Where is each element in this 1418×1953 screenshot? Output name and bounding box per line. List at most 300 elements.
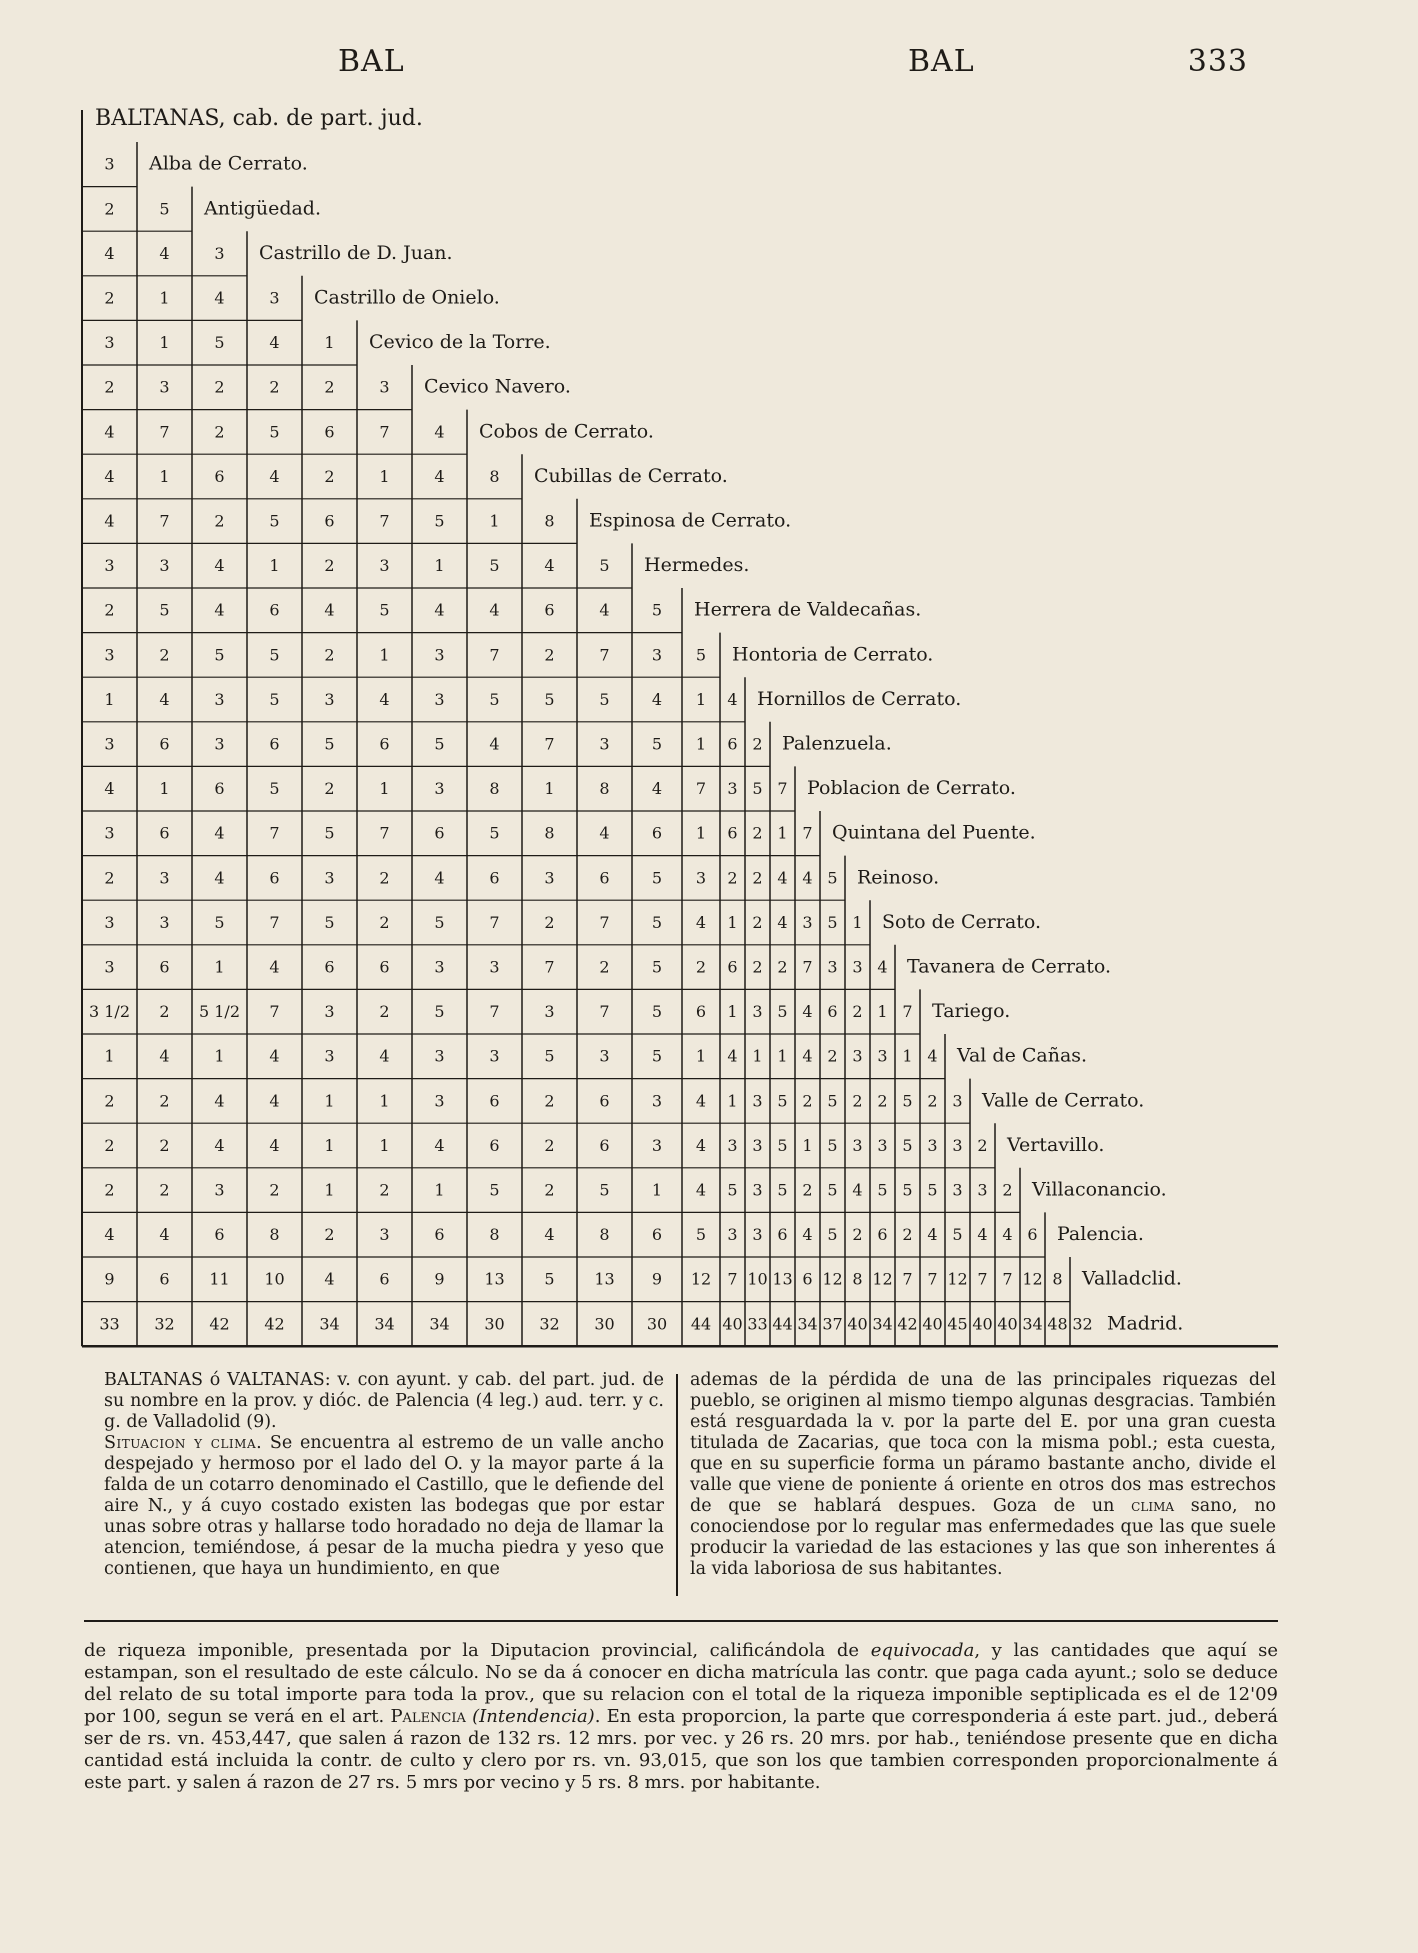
distance-cell: 5 <box>599 689 610 709</box>
distance-cell: 1 <box>752 1046 763 1066</box>
footnote-palencia-ref: Palencia <box>390 1706 466 1727</box>
distance-cell: 7 <box>379 823 390 843</box>
distance-cell: 8 <box>599 1225 610 1245</box>
distance-cell: 2 <box>324 645 335 665</box>
distance-cell: 30 <box>594 1314 615 1334</box>
distance-cell: 4 <box>852 1180 863 1200</box>
distance-cell: 12 <box>1022 1269 1043 1289</box>
distance-cell: 5 <box>695 1225 707 1245</box>
distance-cell: 3 <box>752 1091 763 1111</box>
distance-cell: 1 <box>902 1046 913 1066</box>
distance-cell: 3 <box>434 779 445 799</box>
distance-cell: 3 <box>489 1046 500 1066</box>
distance-cell: 6 <box>827 1002 838 1022</box>
distance-cell: 4 <box>269 1135 280 1155</box>
town-name: Valladclid. <box>1082 1267 1182 1290</box>
distance-cell: 2 <box>802 1180 813 1200</box>
footnote-rule <box>84 1620 1278 1622</box>
town-name: Cubillas de Cerrato. <box>534 464 728 487</box>
distance-cell: 6 <box>324 957 335 977</box>
distance-cell: 4 <box>695 1091 707 1111</box>
distance-cell: 1 <box>379 1091 390 1111</box>
distance-cell: 1 <box>695 734 707 754</box>
distance-cell: 5 <box>269 689 280 709</box>
distance-cell: 4 <box>104 466 115 486</box>
distance-cell: 5 <box>827 1135 838 1155</box>
distance-cell: 3 <box>324 689 335 709</box>
distance-cell: 3 <box>104 912 115 932</box>
distance-cell: 6 <box>269 868 280 888</box>
distance-cell: 1 <box>727 1091 738 1111</box>
distance-cell: 7 <box>544 734 555 754</box>
distance-cell: 5 <box>777 1135 788 1155</box>
distance-cell: 6 <box>489 1135 500 1155</box>
distance-cell: 4 <box>544 1225 555 1245</box>
distance-cell: 1 <box>434 556 445 576</box>
distance-cell: 8 <box>269 1225 280 1245</box>
distance-cell: 3 <box>159 556 170 576</box>
distance-cell: 42 <box>897 1314 918 1334</box>
distance-cell: 4 <box>802 868 813 888</box>
distance-cell: 2 <box>977 1135 988 1155</box>
distance-cell: 3 <box>269 288 280 308</box>
distance-cell: 2 <box>214 422 225 442</box>
distance-cell: 2 <box>159 1180 170 1200</box>
distance-cell: 2 <box>159 1135 170 1155</box>
distance-cell: 9 <box>434 1269 445 1289</box>
distance-cell: 7 <box>727 1269 738 1289</box>
distance-cell: 33 <box>99 1314 120 1334</box>
distance-cell: 4 <box>269 957 280 977</box>
article-paragraph-situation <box>104 1433 664 1580</box>
continued-text: ademas de la pérdida de una de las principales riquezas del pueblo, se originen al mismo tiempo algunas desgracias. También está resguardada la v. por la parte del E. por una gran cuesta titulada de Zacarias, que toca con la misma pobl.; esta cuesta, que en su superficie forma un páramo bastante ancho, divide el valle que viene de poniente á oriente en otros dos mas estrechos de que se hablará despues. Goza de un <box>690 1370 1276 1516</box>
distance-cell: 7 <box>599 912 610 932</box>
distance-cell: 3 <box>695 868 707 888</box>
distance-cell: 9 <box>104 1269 115 1289</box>
distance-cell: 4 <box>104 422 115 442</box>
article-paragraph-continued <box>690 1370 1276 1580</box>
distance-cell: 8 <box>489 779 500 799</box>
distance-cell: 4 <box>434 868 445 888</box>
distance-cell: 30 <box>646 1314 668 1334</box>
distance-cell: 5 <box>544 1269 555 1289</box>
distance-cell: 1 <box>852 912 863 932</box>
distance-cell: 8 <box>1052 1269 1063 1289</box>
distance-cell: 4 <box>489 600 500 620</box>
distance-cell: 2 <box>379 1180 390 1200</box>
distance-cell: 4 <box>269 333 280 353</box>
distance-cell: 7 <box>802 823 813 843</box>
distance-cell: 4 <box>269 1046 280 1066</box>
distance-cell: 2 <box>544 645 555 665</box>
distance-cell: 13 <box>484 1269 505 1289</box>
distance-cell: 2 <box>802 1091 813 1111</box>
distance-cell: 3 <box>379 556 390 576</box>
distance-cell: 1 <box>159 779 170 799</box>
distance-cell: 5 <box>269 779 280 799</box>
distance-cell: 7 <box>489 1002 500 1022</box>
distance-cell: 2 <box>752 823 763 843</box>
town-name: Hermedes. <box>644 554 750 577</box>
distance-cell: 6 <box>877 1225 888 1245</box>
article-intro: BALTANAS ó VALTANAS: v. con ayunt. y cab. del part. jud. de su nombre en la prov. y dióc. de Palencia (4 leg.) aud. terr. y c. g. de Valladolid (9). <box>104 1370 664 1432</box>
distance-cell: 2 <box>544 1135 555 1155</box>
distance-cell: 7 <box>977 1269 988 1289</box>
distance-cell: 6 <box>727 823 738 843</box>
column-divider <box>676 1374 678 1596</box>
distance-cell: 5 <box>434 1002 445 1022</box>
distance-cell: 3 <box>104 556 115 576</box>
distance-cell: 40 <box>922 1314 943 1334</box>
distance-cell: 5 <box>489 823 500 843</box>
distance-cell: 2 <box>324 1225 335 1245</box>
distance-cell: 4 <box>544 556 555 576</box>
distance-cell: 6 <box>599 868 610 888</box>
town-name: Madrid. <box>1107 1312 1184 1335</box>
town-name: Vertavillo. <box>1007 1133 1105 1156</box>
distance-cell: 2 <box>544 912 555 932</box>
distance-cell: 2 <box>852 1091 863 1111</box>
distance-cell: 3 <box>104 823 115 843</box>
distance-cell: 4 <box>802 1046 813 1066</box>
distance-cell: 4 <box>159 1225 170 1245</box>
distance-cell: 2 <box>877 1091 888 1111</box>
distance-cell: 6 <box>599 1091 610 1111</box>
distance-cell: 4 <box>977 1225 988 1245</box>
distance-cell: 1 <box>727 912 738 932</box>
distance-cell: 5 <box>927 1180 938 1200</box>
distance-cell: 6 <box>324 422 335 442</box>
distance-cell: 6 <box>434 823 445 843</box>
distance-cell: 32 <box>539 1314 560 1334</box>
town-name: Hontoria de Cerrato. <box>732 643 934 666</box>
distance-cell: 5 <box>651 868 663 888</box>
town-name: Palencia. <box>1057 1223 1144 1246</box>
distance-cell: 34 <box>1022 1314 1043 1334</box>
town-name: Alba de Cerrato. <box>149 152 308 175</box>
distance-cell: 3 <box>159 912 170 932</box>
distance-cell: 40 <box>847 1314 868 1334</box>
distance-cell: 4 <box>269 466 280 486</box>
distance-cell: 5 <box>214 645 225 665</box>
clima-term: clima <box>1131 1496 1175 1516</box>
distance-cell: 4 <box>159 689 170 709</box>
distance-cell: 8 <box>489 466 500 486</box>
distance-cell: 2 <box>214 511 225 531</box>
distance-cell: 5 <box>214 912 225 932</box>
town-name: Cevico de la Torre. <box>369 331 551 354</box>
distance-cell: 44 <box>772 1314 793 1334</box>
distance-cell: 4 <box>802 1225 813 1245</box>
distance-cell: 7 <box>269 912 280 932</box>
distance-cell: 3 <box>752 1135 763 1155</box>
distance-cell: 7 <box>489 645 500 665</box>
running-head-left: BAL <box>338 44 405 79</box>
distance-cell: 32 <box>154 1314 175 1334</box>
distance-cell: 3 <box>927 1135 938 1155</box>
distance-cell: 4 <box>214 600 225 620</box>
distance-cell: 4 <box>695 1180 707 1200</box>
distance-cell: 8 <box>852 1269 863 1289</box>
distance-cell: 5 <box>877 1180 888 1200</box>
distance-cell: 4 <box>324 600 335 620</box>
distance-cell: 1 <box>159 333 170 353</box>
distance-cell: 5 <box>777 1180 788 1200</box>
distance-cell: 1 <box>695 689 707 709</box>
town-name: Cevico Navero. <box>424 375 571 398</box>
distance-cell: 5 <box>544 689 555 709</box>
distance-cell: 1 <box>324 333 335 353</box>
distance-cell: 3 <box>379 377 390 397</box>
distance-cell: 2 <box>269 1180 280 1200</box>
distance-cell: 3 <box>214 734 225 754</box>
distance-cell: 4 <box>104 243 115 263</box>
distance-cell: 34 <box>319 1314 340 1334</box>
town-name: Palenzuela. <box>782 732 892 755</box>
town-name: Val de Cañas. <box>957 1044 1088 1067</box>
distance-cell: 2 <box>104 600 115 620</box>
distance-cell: 3 <box>651 1135 663 1155</box>
distance-cell: 1 <box>695 823 707 843</box>
distance-cell: 5 1/2 <box>198 1002 241 1022</box>
distance-cell: 4 <box>489 734 500 754</box>
distance-cell: 12 <box>822 1269 843 1289</box>
town-name: Tariego. <box>932 1000 1011 1023</box>
distance-cell: 3 <box>752 1002 763 1022</box>
distance-cell: 3 <box>104 154 115 174</box>
distance-cell: 45 <box>947 1314 968 1334</box>
distance-cell: 3 <box>214 243 225 263</box>
distance-cell: 48 <box>1047 1314 1068 1334</box>
distance-cell: 5 <box>324 912 335 932</box>
distance-cell: 12 <box>872 1269 893 1289</box>
distance-cell: 6 <box>214 1225 225 1245</box>
town-name: Cobos de Cerrato. <box>479 420 654 443</box>
distance-cell: 7 <box>269 823 280 843</box>
distance-cell: 3 <box>952 1135 963 1155</box>
distance-cell: 1 <box>104 1046 115 1066</box>
distance-cell: 5 <box>727 1180 738 1200</box>
distance-cell: 7 <box>159 511 170 531</box>
distance-cell: 2 <box>104 868 115 888</box>
distance-cell: 5 <box>269 422 280 442</box>
distance-cell: 4 <box>269 1091 280 1111</box>
distance-cell: 40 <box>722 1314 743 1334</box>
distance-cell: 2 <box>695 957 707 977</box>
distance-cell: 4 <box>695 912 707 932</box>
section-heading-situation: Situacion y clima. <box>104 1433 263 1453</box>
distance-cell: 9 <box>651 1269 663 1289</box>
distance-cell: 11 <box>209 1269 230 1289</box>
distance-cell: 5 <box>651 734 663 754</box>
distance-cell: 6 <box>214 779 225 799</box>
distance-cell: 7 <box>599 1002 610 1022</box>
distance-cell: 4 <box>927 1225 938 1245</box>
distance-cell: 3 <box>159 377 170 397</box>
distance-cell: 5 <box>651 1046 663 1066</box>
distance-cell: 10 <box>747 1269 768 1289</box>
distance-cell: 5 <box>827 1225 838 1245</box>
distance-cell: 4 <box>802 1002 813 1022</box>
distance-cell: 2 <box>104 1135 115 1155</box>
distance-cell: 6 <box>599 1135 610 1155</box>
town-name: Tavanera de Cerrato. <box>907 955 1112 978</box>
distance-cell: 2 <box>324 466 335 486</box>
distance-cell: 3 <box>599 734 610 754</box>
distance-cell: 6 <box>1027 1225 1038 1245</box>
distance-cell: 3 <box>214 1180 225 1200</box>
distance-cell: 5 <box>902 1135 913 1155</box>
distance-cell: 4 <box>777 912 788 932</box>
distance-cell: 2 <box>104 199 115 219</box>
distance-cell: 1 <box>214 957 225 977</box>
distance-cell: 5 <box>324 734 335 754</box>
distance-cell: 6 <box>379 734 390 754</box>
distance-cell: 10 <box>264 1269 285 1289</box>
distance-cell: 4 <box>214 1135 225 1155</box>
distance-cell: 3 <box>599 1046 610 1066</box>
town-name: Espinosa de Cerrato. <box>589 509 792 532</box>
distance-cell: 2 <box>104 288 115 308</box>
distance-cell: 1 <box>877 1002 888 1022</box>
distance-cell: 5 <box>902 1091 913 1111</box>
distance-cell: 4 <box>379 689 390 709</box>
distance-cell: 3 <box>544 868 555 888</box>
distance-cell: 34 <box>374 1314 395 1334</box>
distance-cell: 40 <box>997 1314 1018 1334</box>
distance-cell: 5 <box>489 556 500 576</box>
distance-cell: 7 <box>379 422 390 442</box>
distance-cell: 1 <box>324 1091 335 1111</box>
distance-cell: 5 <box>952 1225 963 1245</box>
distance-cell: 5 <box>159 600 170 620</box>
distance-cell: 5 <box>159 199 170 219</box>
distance-cell: 2 <box>752 734 763 754</box>
distance-cell: 5 <box>651 957 663 977</box>
town-name: Castrillo de Onielo. <box>314 286 500 309</box>
distance-cell: 1 <box>269 556 280 576</box>
town-name: Soto de Cerrato. <box>882 910 1042 933</box>
distance-cell: 6 <box>379 1269 390 1289</box>
distance-cell: 34 <box>872 1314 893 1334</box>
distance-cell: 3 <box>802 912 813 932</box>
distance-cell: 3 <box>727 1225 738 1245</box>
distance-cell: 2 <box>324 377 335 397</box>
distance-cell: 3 <box>952 1091 963 1111</box>
distance-cell: 5 <box>544 1046 555 1066</box>
distance-cell: 3 1/2 <box>88 1002 131 1022</box>
distance-cell: 1 <box>379 1135 390 1155</box>
distance-cell: 3 <box>104 333 115 353</box>
distance-cell: 7 <box>544 957 555 977</box>
distance-cell: 5 <box>434 734 445 754</box>
footnote-equivocada: equivocada <box>870 1640 975 1661</box>
town-name: Antigüedad. <box>204 197 322 220</box>
distance-cell: 7 <box>902 1002 913 1022</box>
distance-cell: 3 <box>651 645 663 665</box>
distance-cell: 7 <box>802 957 813 977</box>
distance-cell: 5 <box>902 1180 913 1200</box>
distance-cell: 8 <box>489 1225 500 1245</box>
distance-cell: 5 <box>599 556 610 576</box>
distance-cell: 5 <box>695 645 707 665</box>
distance-cell: 2 <box>269 377 280 397</box>
footnote-text-1: de riqueza imponible, presentada por la Diputacion provincial, calificándola de <box>84 1640 860 1661</box>
distance-cell: 1 <box>379 779 390 799</box>
distance-cell: 3 <box>952 1180 963 1200</box>
distance-cell: 2 <box>752 912 763 932</box>
distance-cell: 4 <box>777 868 788 888</box>
distance-cell: 13 <box>772 1269 793 1289</box>
town-name: Hornillos de Cerrato. <box>757 687 962 710</box>
distance-cell: 3 <box>877 1046 888 1066</box>
distance-cell: 2 <box>379 868 390 888</box>
footnote <box>84 1640 1278 1794</box>
distance-cell: 8 <box>544 823 555 843</box>
distance-cell: 2 <box>727 868 738 888</box>
distance-cell: 1 <box>651 1180 663 1200</box>
distance-cell: 3 <box>852 957 863 977</box>
distance-cell: 2 <box>777 957 788 977</box>
distance-cell: 2 <box>379 1002 390 1022</box>
distance-cell: 6 <box>269 734 280 754</box>
distance-cell: 5 <box>214 333 225 353</box>
distance-cell: 5 <box>324 823 335 843</box>
distance-cell: 2 <box>324 779 335 799</box>
distance-cell: 7 <box>927 1269 938 1289</box>
distance-cell: 42 <box>264 1314 285 1334</box>
distance-cell: 5 <box>489 689 500 709</box>
distance-cell: 3 <box>489 957 500 977</box>
distance-cell: 42 <box>209 1314 230 1334</box>
distance-cell: 2 <box>852 1002 863 1022</box>
distance-cell: 6 <box>214 466 225 486</box>
distance-cell: 40 <box>972 1314 993 1334</box>
distance-cell: 12 <box>947 1269 968 1289</box>
distance-cell: 1 <box>324 1180 335 1200</box>
town-name: Quintana del Puente. <box>832 821 1036 844</box>
distance-cell: 5 <box>379 600 390 620</box>
distance-cell: 8 <box>544 511 555 531</box>
distance-cell: 3 <box>434 957 445 977</box>
distance-cell: 5 <box>827 868 838 888</box>
distance-cell: 37 <box>822 1314 843 1334</box>
distance-cell: 2 <box>752 957 763 977</box>
town-name: Castrillo de D. Juan. <box>259 241 453 264</box>
distance-cell: 7 <box>159 422 170 442</box>
distance-cell: 6 <box>489 1091 500 1111</box>
distance-cell: 1 <box>104 689 115 709</box>
distance-cell: 3 <box>727 1135 738 1155</box>
distance-cell: 2 <box>159 645 170 665</box>
distance-cell: 3 <box>324 868 335 888</box>
distance-cell: 4 <box>214 868 225 888</box>
distance-cell: 5 <box>777 1002 788 1022</box>
distance-cell: 7 <box>379 511 390 531</box>
distance-cell: 5 <box>827 912 838 932</box>
distance-cell: 6 <box>379 957 390 977</box>
distance-cell: 3 <box>977 1180 988 1200</box>
distance-cell: 4 <box>695 1135 707 1155</box>
distance-cell: 4 <box>214 556 225 576</box>
distance-cell: 34 <box>429 1314 450 1334</box>
distance-cell: 3 <box>379 1225 390 1245</box>
distance-cell: 3 <box>727 779 738 799</box>
distance-cell: 4 <box>1002 1225 1013 1245</box>
distance-cell: 4 <box>434 1135 445 1155</box>
distance-cell: 44 <box>690 1314 712 1334</box>
distance-cell: 6 <box>324 511 335 531</box>
